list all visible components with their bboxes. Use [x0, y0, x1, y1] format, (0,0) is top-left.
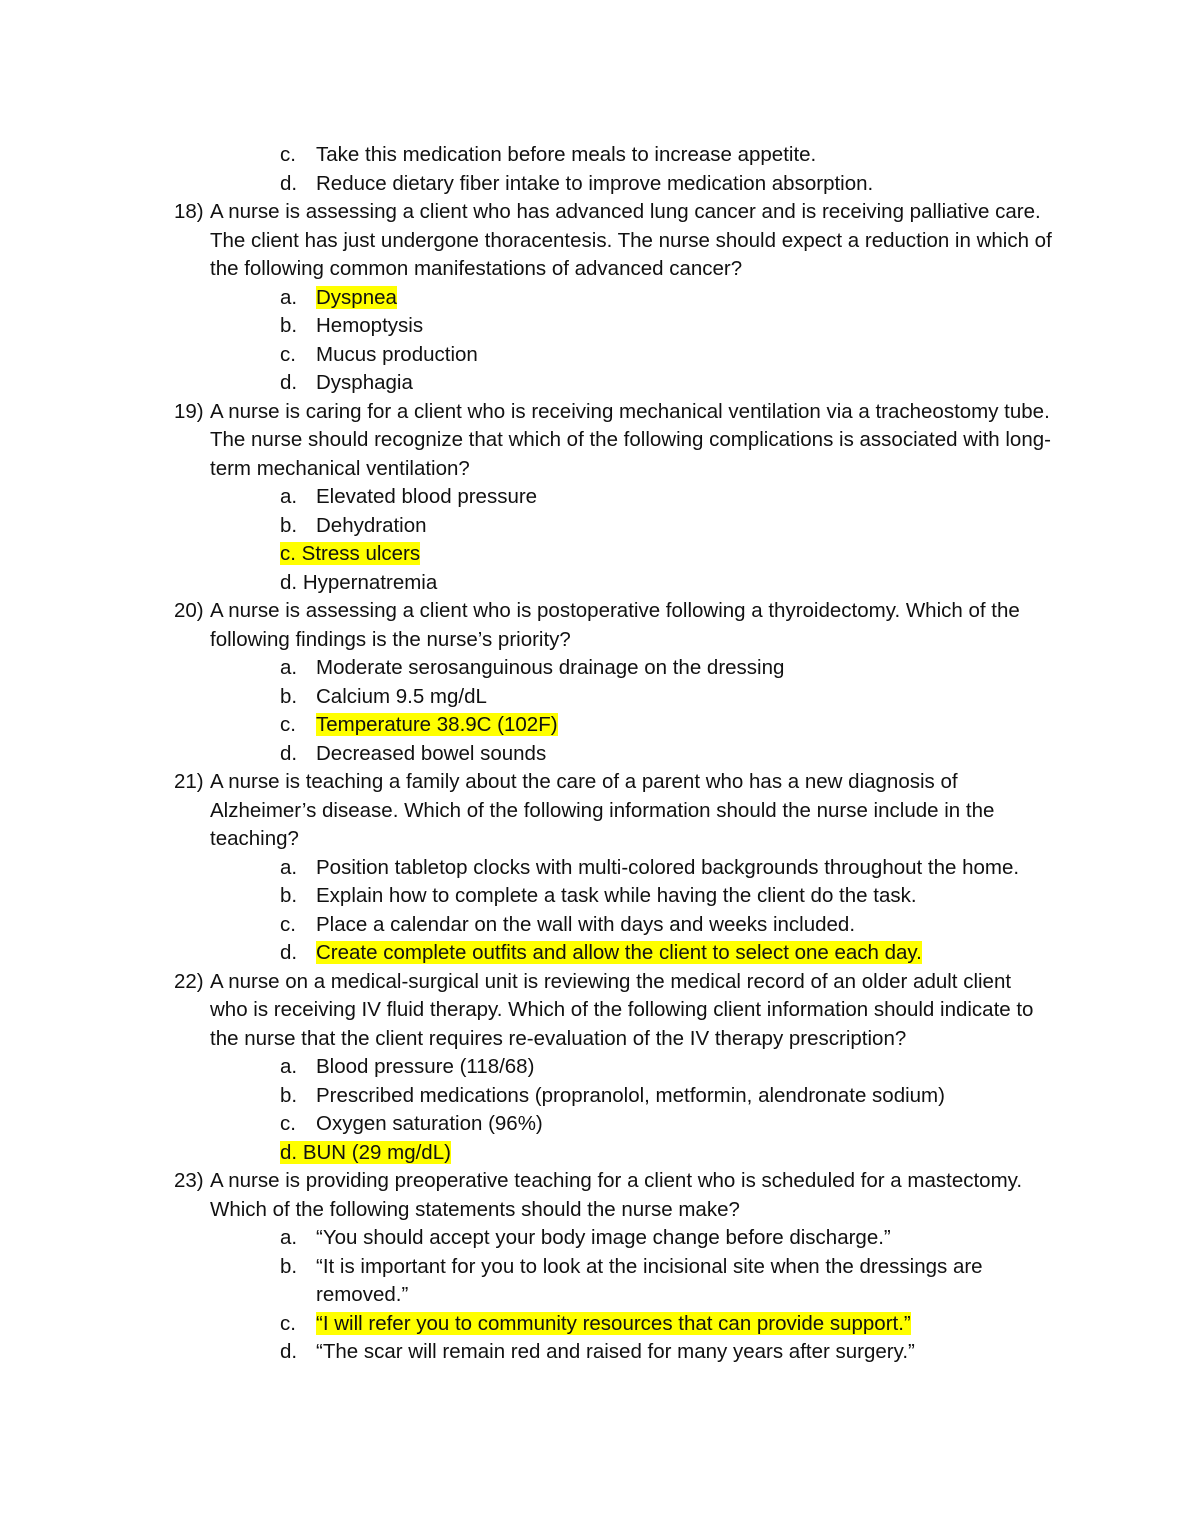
question-21-options: [174, 854, 1054, 968]
option-text-highlighted: Create complete outfits and allow the client to select one each day.: [316, 941, 922, 964]
option-text: Decreased bowel sounds: [316, 741, 547, 765]
option-text: Blood pressure (118/68): [316, 1055, 535, 1078]
option-text: BUN (29 mg/dL): [302, 1140, 451, 1164]
option-23-c: [210, 1310, 1054, 1339]
option-text: Elevated blood pressure: [316, 485, 538, 508]
option-21-c: [210, 911, 1054, 940]
question-18-options: [174, 284, 1054, 398]
question-19-options: [174, 483, 1054, 597]
option-letter: d.: [280, 1340, 298, 1363]
option-18-c: [210, 341, 1054, 370]
option-text: Prescribed medications (propranolol, metformin, alendronate sodium): [316, 1083, 945, 1107]
option-continued-c: [210, 141, 1054, 170]
option-letter: a.: [280, 1226, 298, 1249]
question-23: [174, 1167, 1054, 1224]
option-19-a: [210, 483, 1054, 512]
question-22-options: [174, 1053, 1054, 1167]
option-21-d: [210, 939, 1054, 968]
option-text: Reduce dietary fiber intake to improve medication absorption.: [316, 171, 874, 195]
option-text: Mucus production: [316, 342, 478, 366]
question-text: A nurse is providing preoperative teaching for a client who is scheduled for a mastectomy. Which of the following statements should the nurse make?: [210, 1169, 1023, 1221]
option-22-d: [210, 1139, 1054, 1168]
option-letter: c.: [280, 1311, 296, 1335]
option-18-b: [210, 312, 1054, 341]
option-text: Oxygen saturation (96%): [316, 1112, 543, 1135]
option-text-highlighted: Dyspnea: [316, 285, 397, 309]
option-letter: b.: [280, 684, 298, 708]
option-letter: a.: [280, 656, 298, 679]
question-19: [174, 398, 1054, 484]
option-text: “The scar will remain red and raised for many years after surgery.”: [316, 1340, 915, 1363]
option-20-d: [210, 740, 1054, 769]
option-text: Explain how to complete a task while having the client do the task.: [316, 884, 917, 907]
option-letter: d.: [280, 570, 298, 594]
option-letter: d.: [280, 1140, 298, 1164]
option-text: “You should accept your body image change before discharge.”: [316, 1226, 891, 1249]
question-number: 23): [174, 1169, 204, 1192]
question-text: A nurse is assessing a client who has advanced lung cancer and is receiving palliative care. The client has just undergone thoracentesis. The nurse should expect a reduction in which of the following common manifestations of advanced cancer?: [210, 200, 1052, 280]
option-19-b: [210, 512, 1054, 541]
question-number: 22): [174, 969, 204, 993]
question-text: A nurse is caring for a client who is receiving mechanical ventilation via a tracheostomy tube. The nurse should recognize that which of the following complications is associated with long-term mechanical ventilation?: [210, 399, 1051, 480]
option-letter: c.: [280, 713, 296, 736]
question-number: 21): [174, 770, 204, 793]
option-text: Stress ulcers: [301, 542, 421, 565]
option-highlighted-row: [280, 1141, 451, 1164]
option-23-a: [210, 1224, 1054, 1253]
option-text: Take this medication before meals to increase appetite.: [316, 143, 817, 166]
question-text: A nurse is assessing a client who is postoperative following a thyroidectomy. Which of the following findings is the nurse’s priority?: [210, 599, 1020, 651]
option-20-b: [210, 683, 1054, 712]
option-letter: d.: [280, 171, 298, 195]
option-letter: b.: [280, 1254, 298, 1278]
option-letter: b.: [280, 513, 298, 537]
option-letter: c.: [280, 542, 296, 565]
option-letter: d.: [280, 941, 298, 964]
option-22-a: [210, 1053, 1054, 1082]
option-23-b: [210, 1253, 1054, 1310]
option-letter: a.: [280, 485, 298, 508]
option-text: Calcium 9.5 mg/dL: [316, 684, 487, 708]
option-18-a: [210, 284, 1054, 313]
option-text: Moderate serosanguinous drainage on the dressing: [316, 656, 785, 679]
option-letter: c.: [280, 912, 296, 936]
question-22: [174, 968, 1054, 1054]
option-text: Dysphagia: [316, 371, 413, 394]
option-text-highlighted: Temperature 38.9C (102F): [316, 713, 558, 736]
question-text: A nurse is teaching a family about the care of a parent who has a new diagnosis of Alzheimer’s disease. Which of the following information should the nurse include in the teaching?: [210, 770, 995, 850]
option-text: Hemoptysis: [316, 314, 424, 337]
option-letter: a.: [280, 285, 298, 309]
option-highlighted-row: [280, 542, 420, 565]
option-20-c: [210, 711, 1054, 740]
option-text: “It is important for you to look at the incisional site when the dressings are removed.”: [316, 1254, 983, 1306]
option-text: Position tabletop clocks with multi-colored backgrounds throughout the home.: [316, 855, 1020, 879]
option-19-d: [210, 569, 1054, 598]
option-letter: a.: [280, 855, 298, 879]
option-letter: d.: [280, 371, 298, 394]
option-23-d: [210, 1338, 1054, 1367]
question-20: [174, 597, 1054, 654]
question-number: 19): [174, 399, 204, 423]
question-20-options: [174, 654, 1054, 768]
option-22-b: [210, 1082, 1054, 1111]
option-21-a: [210, 854, 1054, 883]
question-21: [174, 768, 1054, 854]
option-continued-d: [210, 170, 1054, 199]
option-18-d: [210, 369, 1054, 398]
option-letter: c.: [280, 342, 296, 366]
option-letter: b.: [280, 314, 298, 337]
question-number: 20): [174, 599, 204, 622]
continued-options: [174, 141, 1054, 198]
option-letter: d.: [280, 741, 298, 765]
option-letter: a.: [280, 1055, 298, 1078]
question-number: 18): [174, 200, 204, 223]
document-body: [174, 141, 1054, 1367]
question-text: A nurse on a medical-surgical unit is reviewing the medical record of an older adult client who is receiving IV fluid therapy. Which of the following client information should indicate to the nurse that the client requires re-evaluation of the IV therapy prescription?: [210, 969, 1034, 1050]
option-letter: b.: [280, 1083, 298, 1107]
option-19-c: [210, 540, 1054, 569]
option-letter: c.: [280, 1112, 296, 1135]
option-22-c: [210, 1110, 1054, 1139]
option-text-highlighted: “I will refer you to community resources that can provide support.”: [316, 1311, 911, 1335]
option-letter: c.: [280, 143, 296, 166]
option-20-a: [210, 654, 1054, 683]
option-text: Hypernatremia: [302, 570, 438, 594]
question-23-options: [174, 1224, 1054, 1367]
option-text: Place a calendar on the wall with days and weeks included.: [316, 912, 856, 936]
option-letter: b.: [280, 884, 298, 907]
option-21-b: [210, 882, 1054, 911]
question-18: [174, 198, 1054, 284]
option-text: Dehydration: [316, 513, 427, 537]
